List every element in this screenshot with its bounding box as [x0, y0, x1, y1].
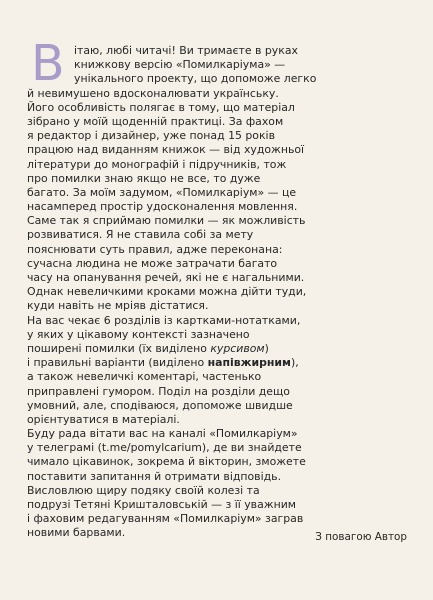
- text-line: у телеграмі (t.me/pomylcarium), де ви знайдете: [27, 441, 302, 455]
- text-line: зібрано у моїй щоденній практиці. За фахом: [27, 114, 284, 128]
- text-line: новими барвами.: [27, 526, 126, 540]
- text-line: Висловлюю щиру подяку своїй колезі та: [27, 483, 260, 497]
- text-block: [27, 35, 407, 541]
- text-line: На вас чекає 6 розділів із картками-нотатками,: [27, 313, 301, 327]
- text-line: я редактор і дизайнер, уже понад 15 років: [27, 129, 275, 143]
- italic-example: курсивом: [210, 341, 265, 355]
- text-line: подрузі Тетяні Кришталовській — з її уважним: [27, 498, 296, 511]
- text-line: часу на опанування речей, які не є нагальними.: [27, 271, 305, 284]
- text-line: насамперед простір удосконалення мовлення.: [27, 200, 298, 214]
- text-line: Його особливість полягає в тому, що матеріал: [27, 100, 295, 114]
- text-line: Однак невеличкими кроками можна дійти туди,: [27, 285, 307, 299]
- text-line: а також невеличкі коментарі, частенько: [27, 370, 262, 384]
- text-line: куди навіть не мріяв дістатися.: [27, 299, 209, 313]
- text-fragment: ): [264, 341, 269, 355]
- text-line: чимало цікавинок, зокрема й вікторин, зможете: [27, 455, 306, 469]
- text-line: унікального проекту, що допоможе легко: [74, 72, 317, 86]
- text-line: й невимушено вдосконалювати українську.: [27, 86, 279, 100]
- text-line: сучасна людина не може затрачати багато: [27, 256, 278, 270]
- text-line: Буду рада вітати вас на каналі «Помилкаріум»: [27, 427, 298, 441]
- text-line: у яких у цікавому контексті зазначено: [27, 327, 250, 341]
- text-line: Саме так я сприймаю помилки — як можливість: [27, 214, 306, 228]
- text-line: про помилки знаю якщо не все, то дуже: [27, 171, 261, 185]
- text-line: розвиватися. Я не ставила собі за мету: [27, 228, 254, 242]
- text-line: ітаю, любі читачі! Ви тримаєте в руках: [74, 44, 298, 57]
- text-line: і фаховим редагуванням «Помилкаріум» заграв: [27, 512, 304, 526]
- text-line: [27, 342, 407, 356]
- text-line: книжкову версію «Помилкаріума» —: [74, 58, 286, 72]
- text-line: [27, 356, 407, 370]
- bold-example: напівжирним: [207, 356, 291, 370]
- drop-cap: В: [31, 35, 65, 92]
- text-line: умовний, але, сподіваюся, допоможе швидше: [27, 398, 293, 412]
- text-fragment: ),: [290, 356, 299, 370]
- text-line: багато. За моїм задумом, «Помилкаріум» — це: [27, 185, 297, 199]
- text-line: працюю над виданням книжок — від художньої: [27, 143, 305, 157]
- text-fragment: поширені помилки (їх виділено: [27, 341, 211, 355]
- text-line: літератури до монографій і підручників, тож: [27, 157, 287, 171]
- text-line: орієнтуватися в матеріалі.: [27, 412, 180, 426]
- signature: З повагою Автор: [315, 531, 407, 543]
- text-line: приправлені гумором. Поділ на розділи дещо: [27, 384, 290, 398]
- text-fragment: і правильні варіанти (виділено: [27, 356, 208, 370]
- text-line: пояснювати суть правил, адже переконана:: [27, 242, 283, 256]
- text-line: поставити запитання й отримати відповідь.: [27, 469, 282, 483]
